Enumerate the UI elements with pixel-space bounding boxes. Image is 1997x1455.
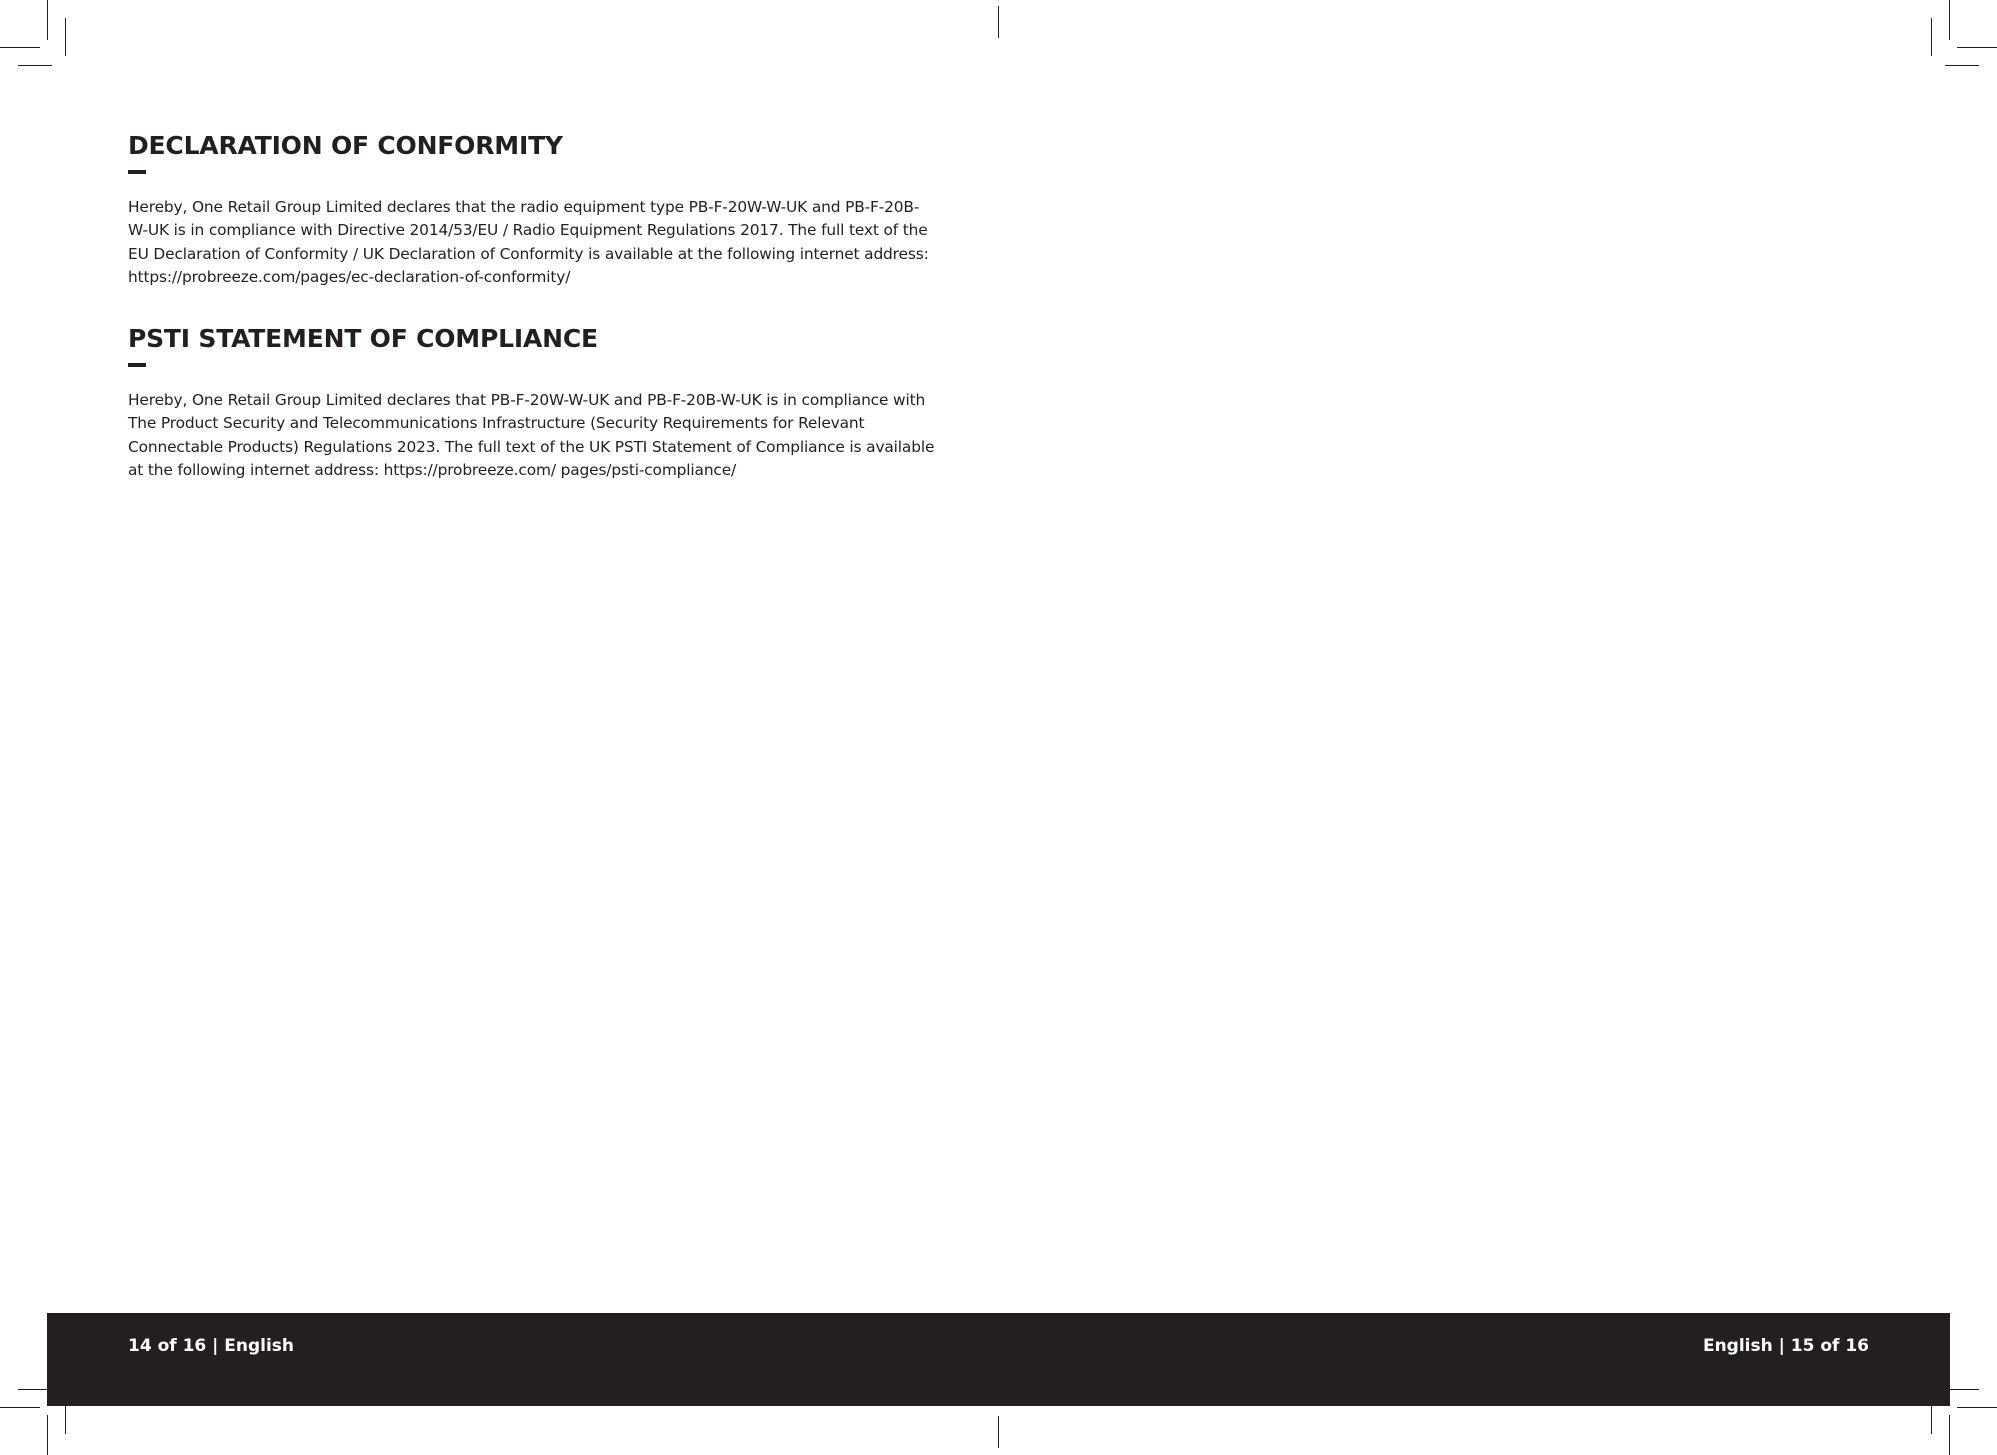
section-heading: PSTI STATEMENT OF COMPLIANCE xyxy=(128,324,598,354)
psti-statement-section xyxy=(128,323,938,482)
crop-mark xyxy=(1957,1407,1997,1408)
footer-page-left: 14 of 16 | English xyxy=(128,1336,295,1356)
footer-page-right: English | 15 of 16 xyxy=(1702,1336,1869,1356)
crop-mark xyxy=(0,47,40,48)
page-footer xyxy=(47,1313,1950,1406)
crop-mark xyxy=(47,1415,48,1455)
crop-mark xyxy=(998,1416,999,1448)
crop-mark xyxy=(1949,1415,1950,1455)
heading-underline xyxy=(128,363,146,367)
crop-mark xyxy=(65,18,66,56)
crop-mark xyxy=(1931,18,1932,56)
crop-mark xyxy=(1945,1389,1979,1390)
crop-mark xyxy=(1949,0,1950,40)
page-content xyxy=(128,130,938,516)
declaration-of-conformity-section xyxy=(128,130,938,289)
crop-mark xyxy=(1957,47,1997,48)
crop-mark xyxy=(1945,65,1979,66)
crop-mark xyxy=(0,1407,40,1408)
crop-mark xyxy=(18,65,52,66)
crop-mark xyxy=(47,0,48,40)
section-body: Hereby, One Retail Group Limited declares that PB-F-20W-W-UK and PB-F-20B-W-UK is in compliance with The Product Security and Telecommunications Infrastructure (Security Requirements for Relevant Connectable Products) Regulations 2023. The full text of the UK PSTI Statement of Compliance is available at the following internet address: https://probreeze.com/ pages/psti-compliance/ xyxy=(128,391,935,480)
crop-mark xyxy=(998,6,999,38)
section-heading: DECLARATION OF CONFORMITY xyxy=(128,131,563,160)
heading-underline xyxy=(128,170,146,174)
section-body: Hereby, One Retail Group Limited declares that the radio equipment type PB-F-20W-W-UK and PB-F-20B-W-UK is in compliance with Directive 2014/53/EU / Radio Equipment Regulations 2017. The full text of the EU Declaration of Conformity / UK Declaration of Conformity is available at the following internet address: https://probreeze.com/pages/ec-declaration-of-conformity/ xyxy=(128,198,929,286)
